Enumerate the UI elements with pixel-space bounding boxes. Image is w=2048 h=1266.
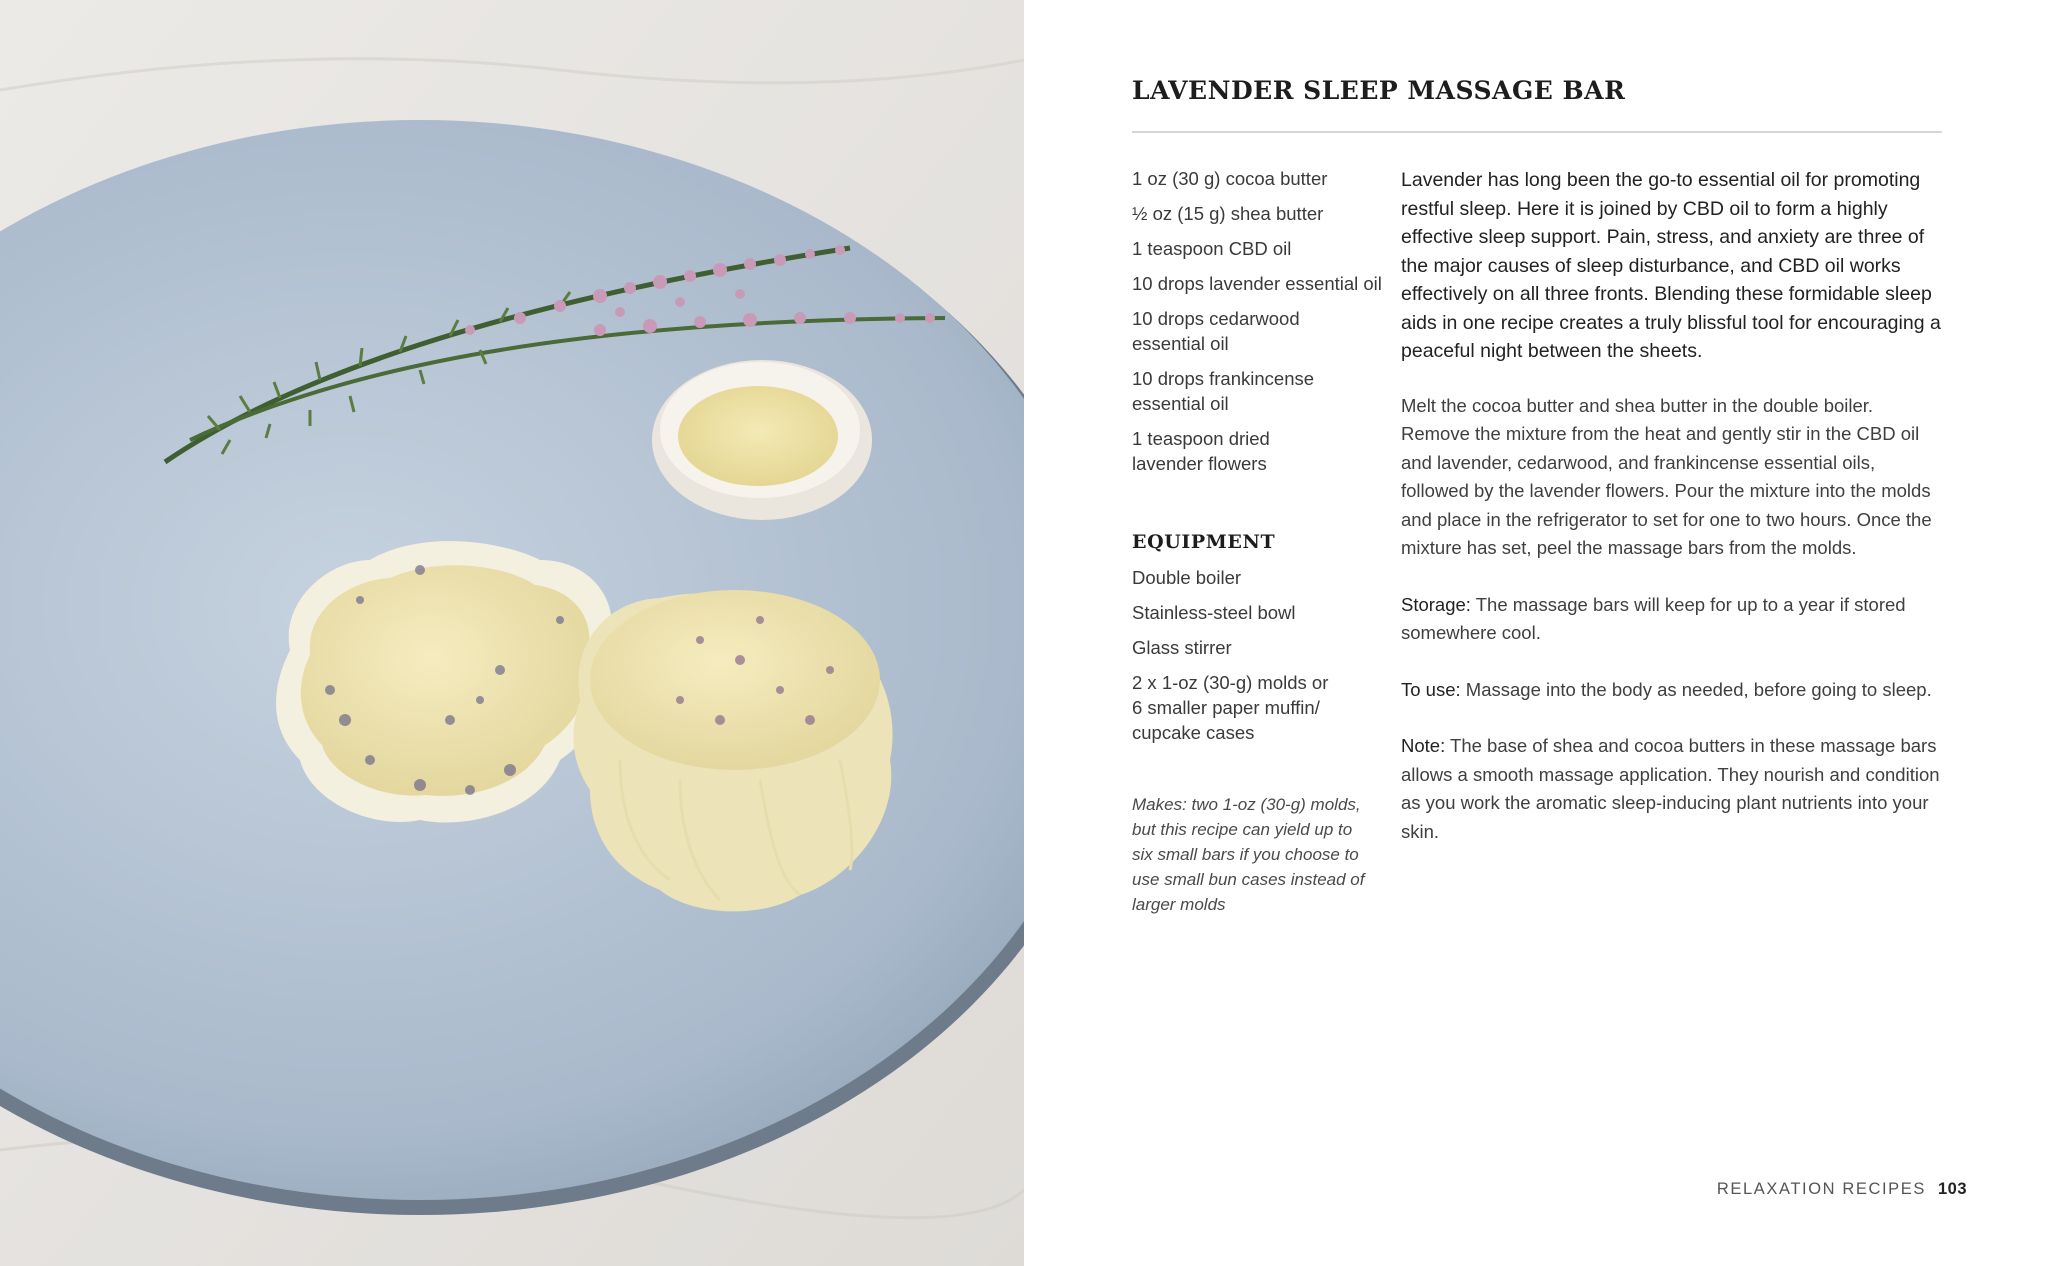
use-text: Massage into the body as needed, before going to sleep.: [1460, 678, 1932, 700]
recipe-body: [1401, 166, 1946, 874]
page-footer: [1717, 1180, 1967, 1199]
section-name: RELAXATION RECIPES: [1716, 1180, 1926, 1198]
equipment-list: [1132, 565, 1372, 755]
recipe-page: [1024, 0, 2048, 1266]
equipment-item: Stainless-steel bowl: [1132, 602, 1296, 623]
equipment-item: 2 x 1-oz (30-g) molds or 6 smaller paper muffin/ cupcake cases: [1132, 672, 1329, 743]
ingredient-item: 1 teaspoon dried lavender flowers: [1132, 428, 1270, 474]
ingredient-item: 1 oz (30 g) cocoa butter: [1132, 168, 1328, 189]
recipe-yield: Makes: two 1-oz (30-g) molds, but this recipe can yield up to six small bars if you choose to use small bun cases instead of larger molds: [1132, 795, 1365, 914]
ingredient-item: 10 drops lavender essential oil: [1132, 273, 1382, 294]
ingredient-item: 10 drops frankincense essential oil: [1132, 368, 1315, 414]
storage-text: The massage bars will keep for up to a year if stored somewhere cool.: [1401, 593, 1906, 643]
page-number: 103: [1937, 1180, 1967, 1198]
ingredients-list: [1132, 166, 1382, 486]
equipment-item: Glass stirrer: [1132, 637, 1232, 658]
ingredient-item: ½ oz (15 g) shea butter: [1132, 203, 1324, 224]
ingredient-item: 10 drops cedarwood essential oil: [1132, 308, 1300, 354]
storage-label: Storage:: [1401, 593, 1471, 615]
recipe-intro: Lavender has long been the go-to essential oil for promoting restful sleep. Here it is joined by CBD oil to form a highly effective sleep support. Pain, stress, and anxiety are three of the major causes of sleep disturbance, and CBD oil works effectively on all three fronts. Blending these formidable sleep aids in one recipe creates a truly blissful tool for encouraging a peaceful night between the sheets.: [1401, 169, 1941, 362]
use-label: To use:: [1401, 678, 1461, 700]
ingredient-item: 1 teaspoon CBD oil: [1132, 238, 1292, 259]
recipe-note: [1401, 732, 1946, 846]
recipe-title: LAVENDER SLEEP MASSAGE BAR: [1132, 76, 1626, 105]
note-label: Note:: [1401, 735, 1446, 756]
massage-bar-right-icon: [573, 590, 892, 911]
usage-note: [1401, 676, 1946, 705]
title-divider: [1132, 131, 1942, 133]
storage-note: [1401, 591, 1946, 648]
equipment-item: Double boiler: [1132, 567, 1242, 588]
recipe-method: Melt the cocoa butter and shea butter in the double boiler. Remove the mixture from the heat and gently stir in the CBD oil and lavender, cedarwood, and frankincense essential oils, followed by the lavender flowers. Pour the mixture into the molds and place in the refrigerator to set for one to two hours. Once the mixture has set, peel the massage bars from the molds.: [1401, 394, 1932, 558]
oil-dish-icon: [652, 360, 872, 520]
note-text: The base of shea and cocoa butters in these massage bars allows a smooth massage application. They nourish and condition as you work the aromatic sleep-inducing plant nutrients into your skin.: [1401, 735, 1940, 842]
equipment-heading: EQUIPMENT: [1132, 531, 1276, 553]
